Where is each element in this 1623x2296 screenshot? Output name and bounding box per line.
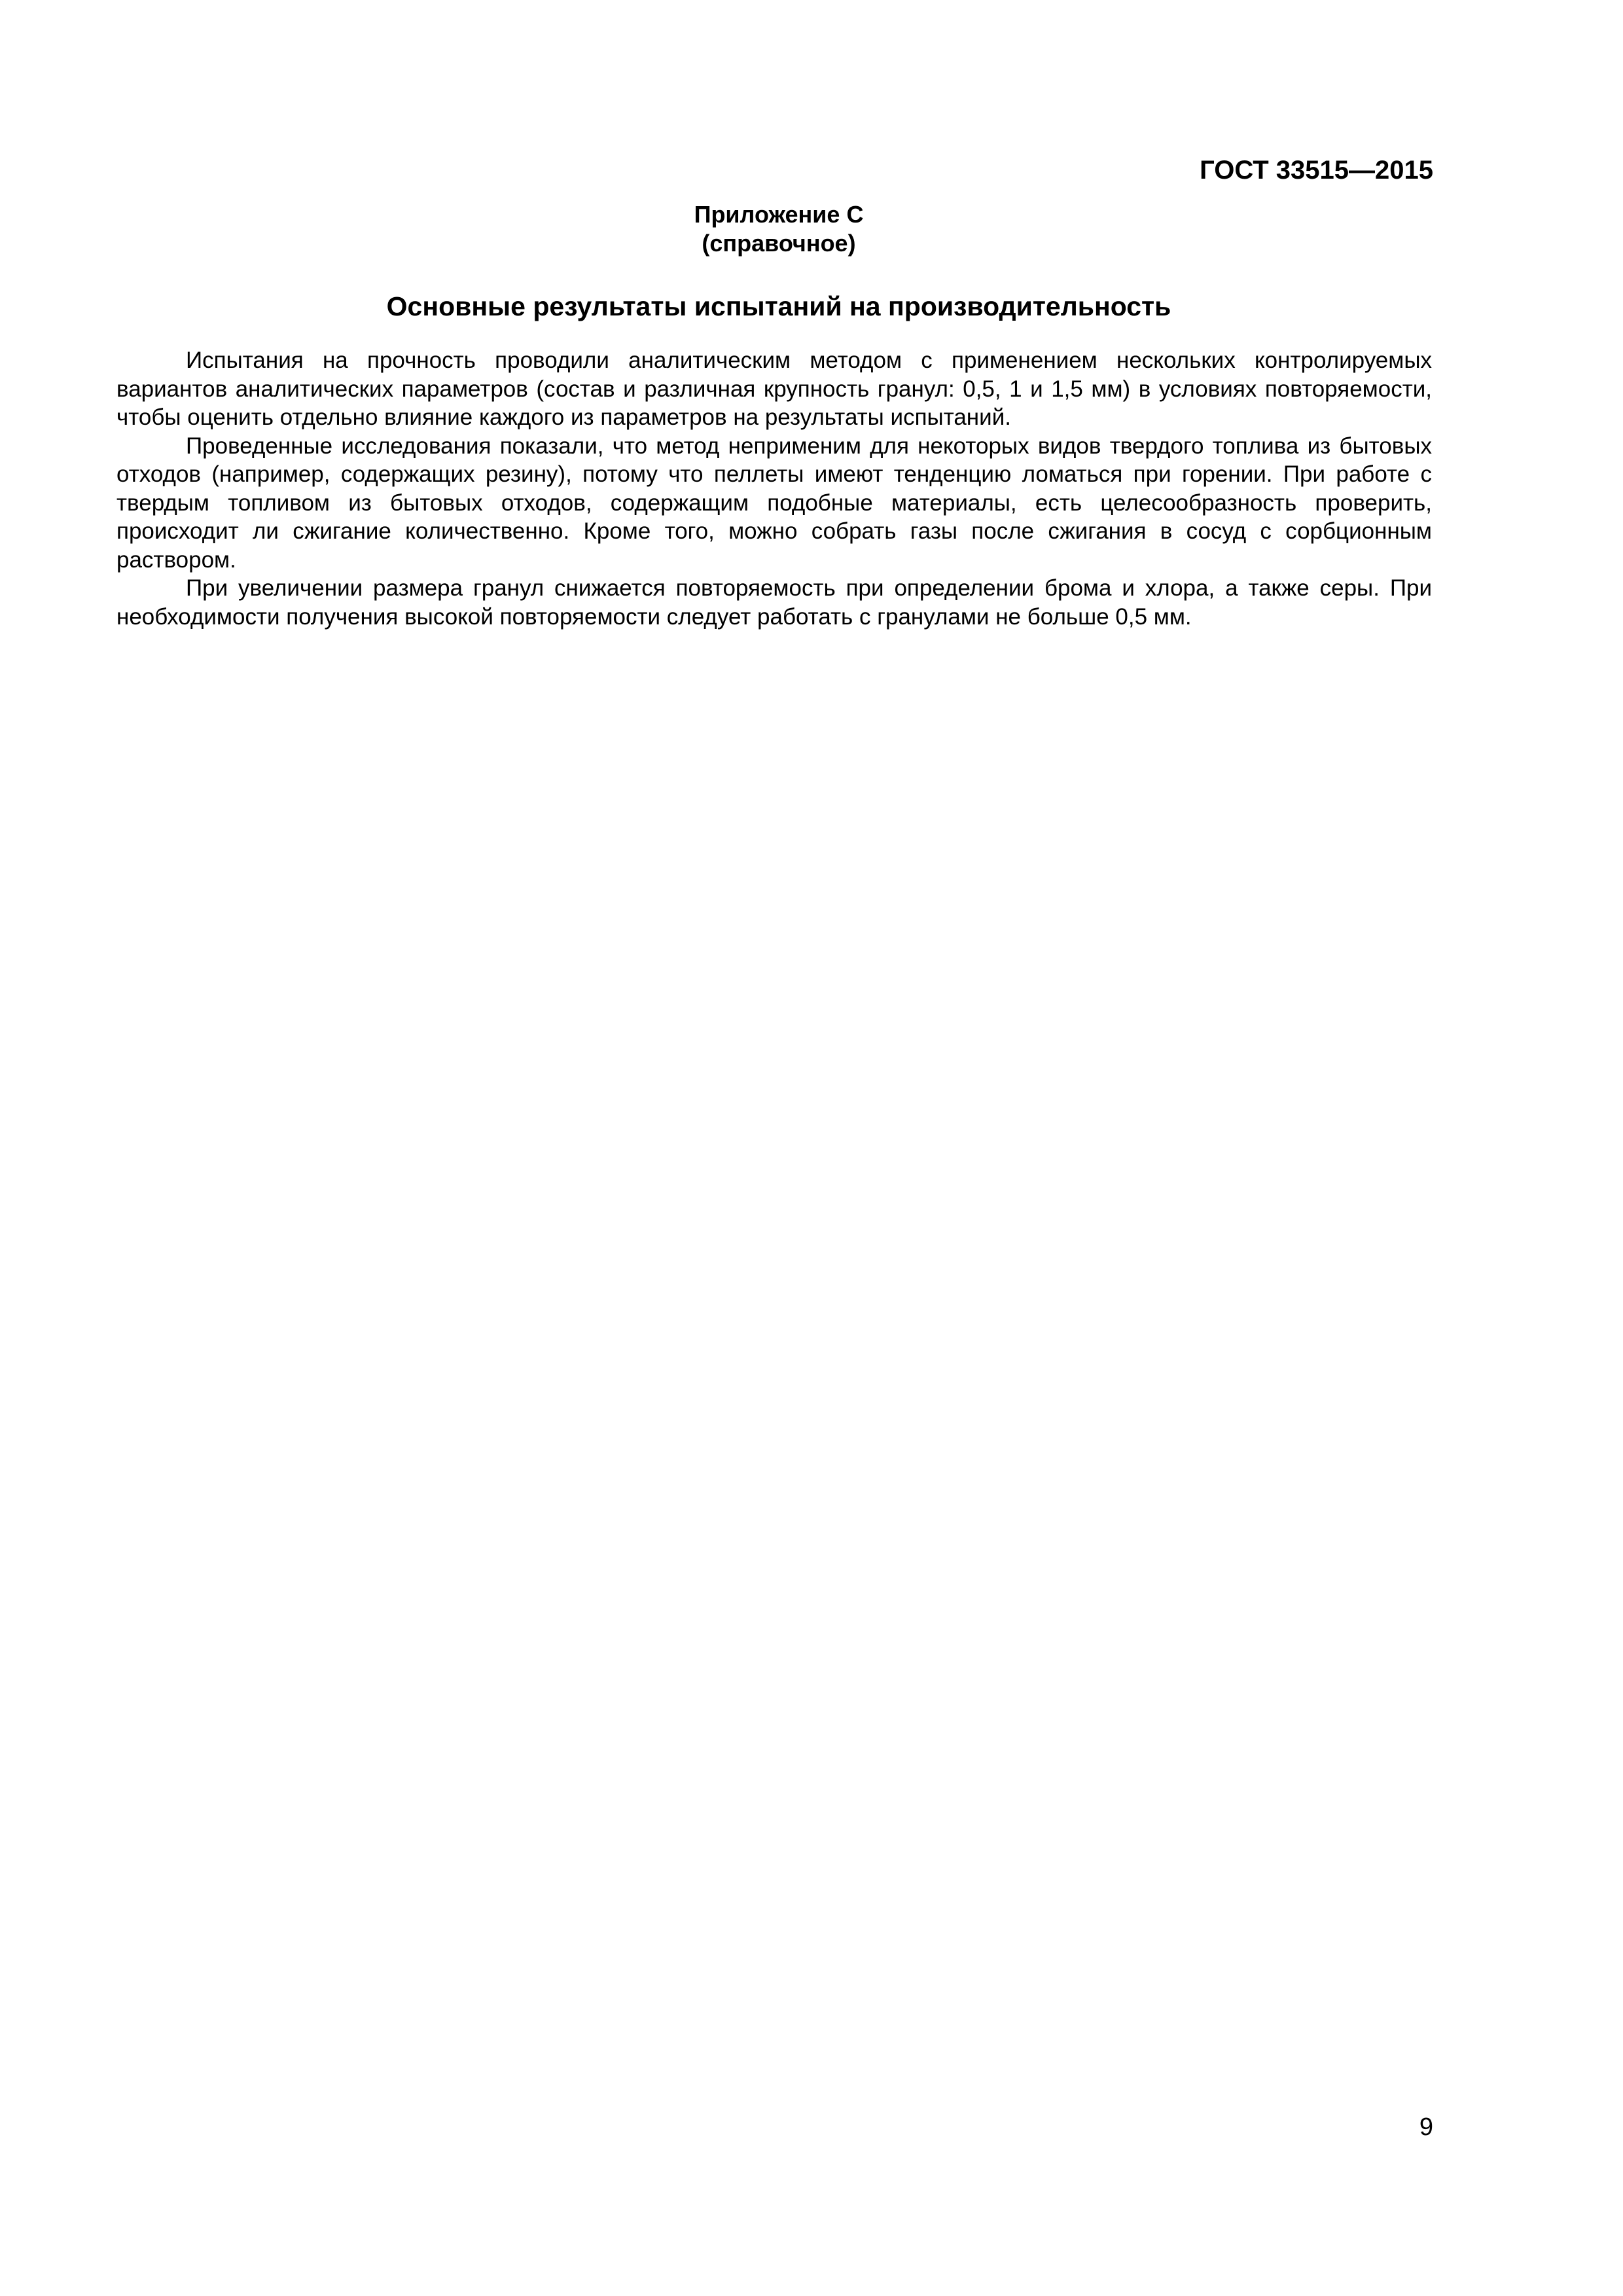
paragraph: При увеличении размера гранул снижается повторяемость при определении брома и хлора, а также серы. При необходимости получения высокой повторяемости следует работать с гранулами не больше 0,5 мм.: [116, 575, 1432, 630]
appendix-title: Приложение С: [694, 201, 864, 228]
body-text: [116, 346, 1432, 631]
document-code: ГОСТ 33515—2015: [1200, 156, 1433, 185]
appendix-block: [0, 200, 1558, 258]
paragraph: Проведенные исследования показали, что метод неприменим для некоторых видов твердого топлива из бытовых отходов (например, содержащих резину), потому что пеллеты имеют тенденцию ломаться при горении. При работе с твердым топливом из бытовых отходов, содержащим подобные материалы, есть целесообразность проверить, происходит ли сжигание количественно. Кроме того, можно собрать газы после сжигания в сосуд с сорбционным раствором.: [116, 433, 1432, 573]
appendix-subtitle: (справочное): [702, 230, 856, 257]
section-heading: Основные результаты испытаний на производительность: [386, 291, 1171, 321]
page-number: 9: [1419, 2113, 1433, 2141]
paragraph: Испытания на прочность проводили аналитическим методом с применением нескольких контролируемых вариантов аналитических параметров (состав и различная крупность гранул: 0,5, 1 и 1,5 мм) в условиях повторяемости, чтобы оценить отдельно влияние каждого из параметров на результаты испытаний.: [116, 348, 1432, 430]
